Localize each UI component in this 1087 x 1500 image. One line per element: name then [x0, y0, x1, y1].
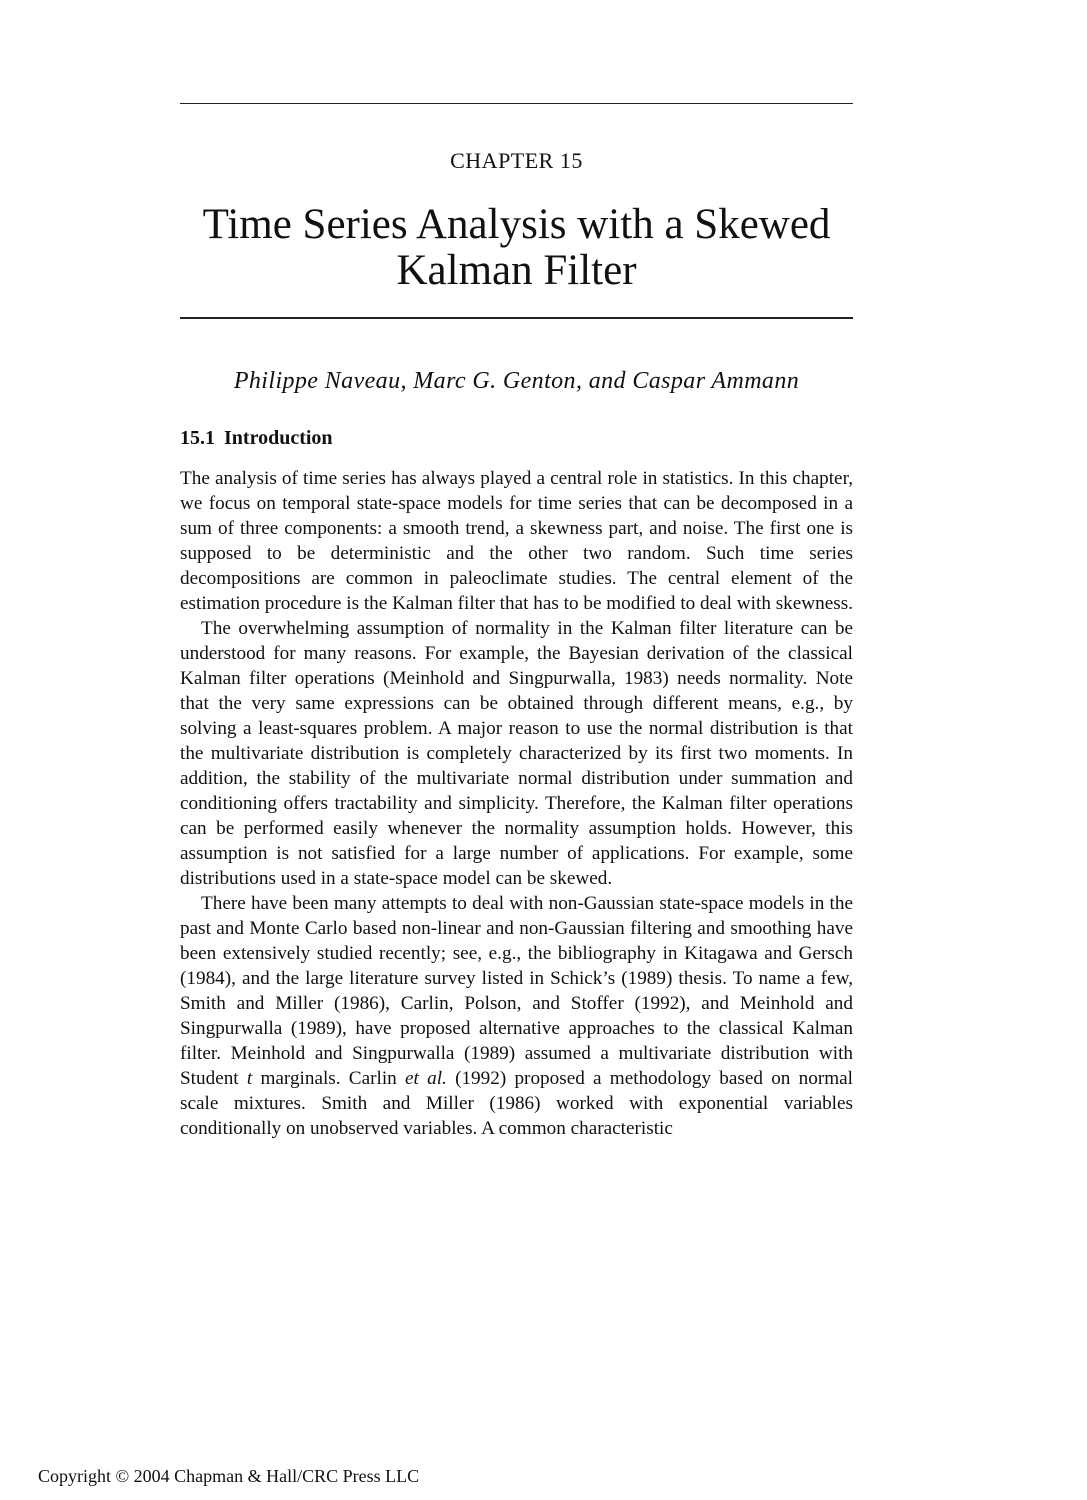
top-rule — [180, 103, 853, 104]
paragraph-3-text-b: marginals. Carlin — [252, 1068, 406, 1089]
section-heading — [180, 427, 333, 450]
copyright-footer: Copyright © 2004 Chapman & Hall/CRC Press LLC — [38, 1466, 420, 1486]
paragraph-3-italic-t: t — [246, 1068, 253, 1089]
paragraph-1: The analysis of time series has always played a central role in statistics. In this chapter, we focus on temporal state-space models for time series that can be decomposed in a sum of three components: a smooth trend, a skewness part, and noise. The first one is supposed to be deterministic and the other two random. Such time series decompositions are common in paleoclimate studies. The central element of the estimation procedure is the Kalman filter that has to be modified to deal with skewness. — [180, 468, 853, 614]
paragraph-3-italic-et-al: et al. — [405, 1068, 447, 1089]
paragraph-3-text-c: (1992) proposed a methodology based on normal scale mixtures. Smith and Miller (1986) worked with exponential variables conditionally on unobserved variables. A common characteristic — [180, 1068, 853, 1139]
paragraph-3 — [180, 891, 853, 1141]
authors: Philippe Naveau, Marc G. Genton, and Caspar Ammann — [233, 368, 800, 394]
title-bottom-rule — [180, 317, 853, 319]
section-number: 15.1 — [180, 427, 215, 449]
paragraph-2: The overwhelming assumption of normality in the Kalman filter literature can be understood for many reasons. For example, the Bayesian derivation of the classical Kalman filter operations (Meinhold and Singpurwalla, 1983) needs normality. Note that the very same expressions can be obtained through different means, e.g., by solving a least-squares problem. A major reason to use the normal distribution is that the multivariate distribution is completely characterized by its first two moments. In addition, the stability of the multivariate normal distribution under summation and conditioning offers tractability and simplicity. Therefore, the Kalman filter operations can be performed easily whenever the normality assumption holds. However, this assumption is not satisfied for a large number of applications. For example, some distributions used in a state-space model can be skewed. — [180, 618, 853, 889]
body-text — [180, 466, 853, 1141]
chapter-title: Time Series Analysis with a Skewed Kalman Filter — [202, 201, 831, 294]
paragraph-3-text-a: There have been many attempts to deal with non-Gaussian state-space models in the past and Monte Carlo based non-linear and non-Gaussian filtering and smoothing have been extensively studied recently; see, e.g., the bibliography in Kitagawa and Gersch (1984), and the large literature survey listed in Schick’s (1989) thesis. To name a few, Smith and Miller (1986), Carlin, Polson, and Stoffer (1992), and Meinhold and Singpurwalla (1989), have proposed alternative approaches to the classical Kalman filter. Meinhold and Singpurwalla (1989) assumed a multivariate distribution with Student — [180, 893, 853, 1089]
chapter-label: CHAPTER 15 — [450, 148, 583, 173]
section-title: Introduction — [224, 427, 333, 449]
